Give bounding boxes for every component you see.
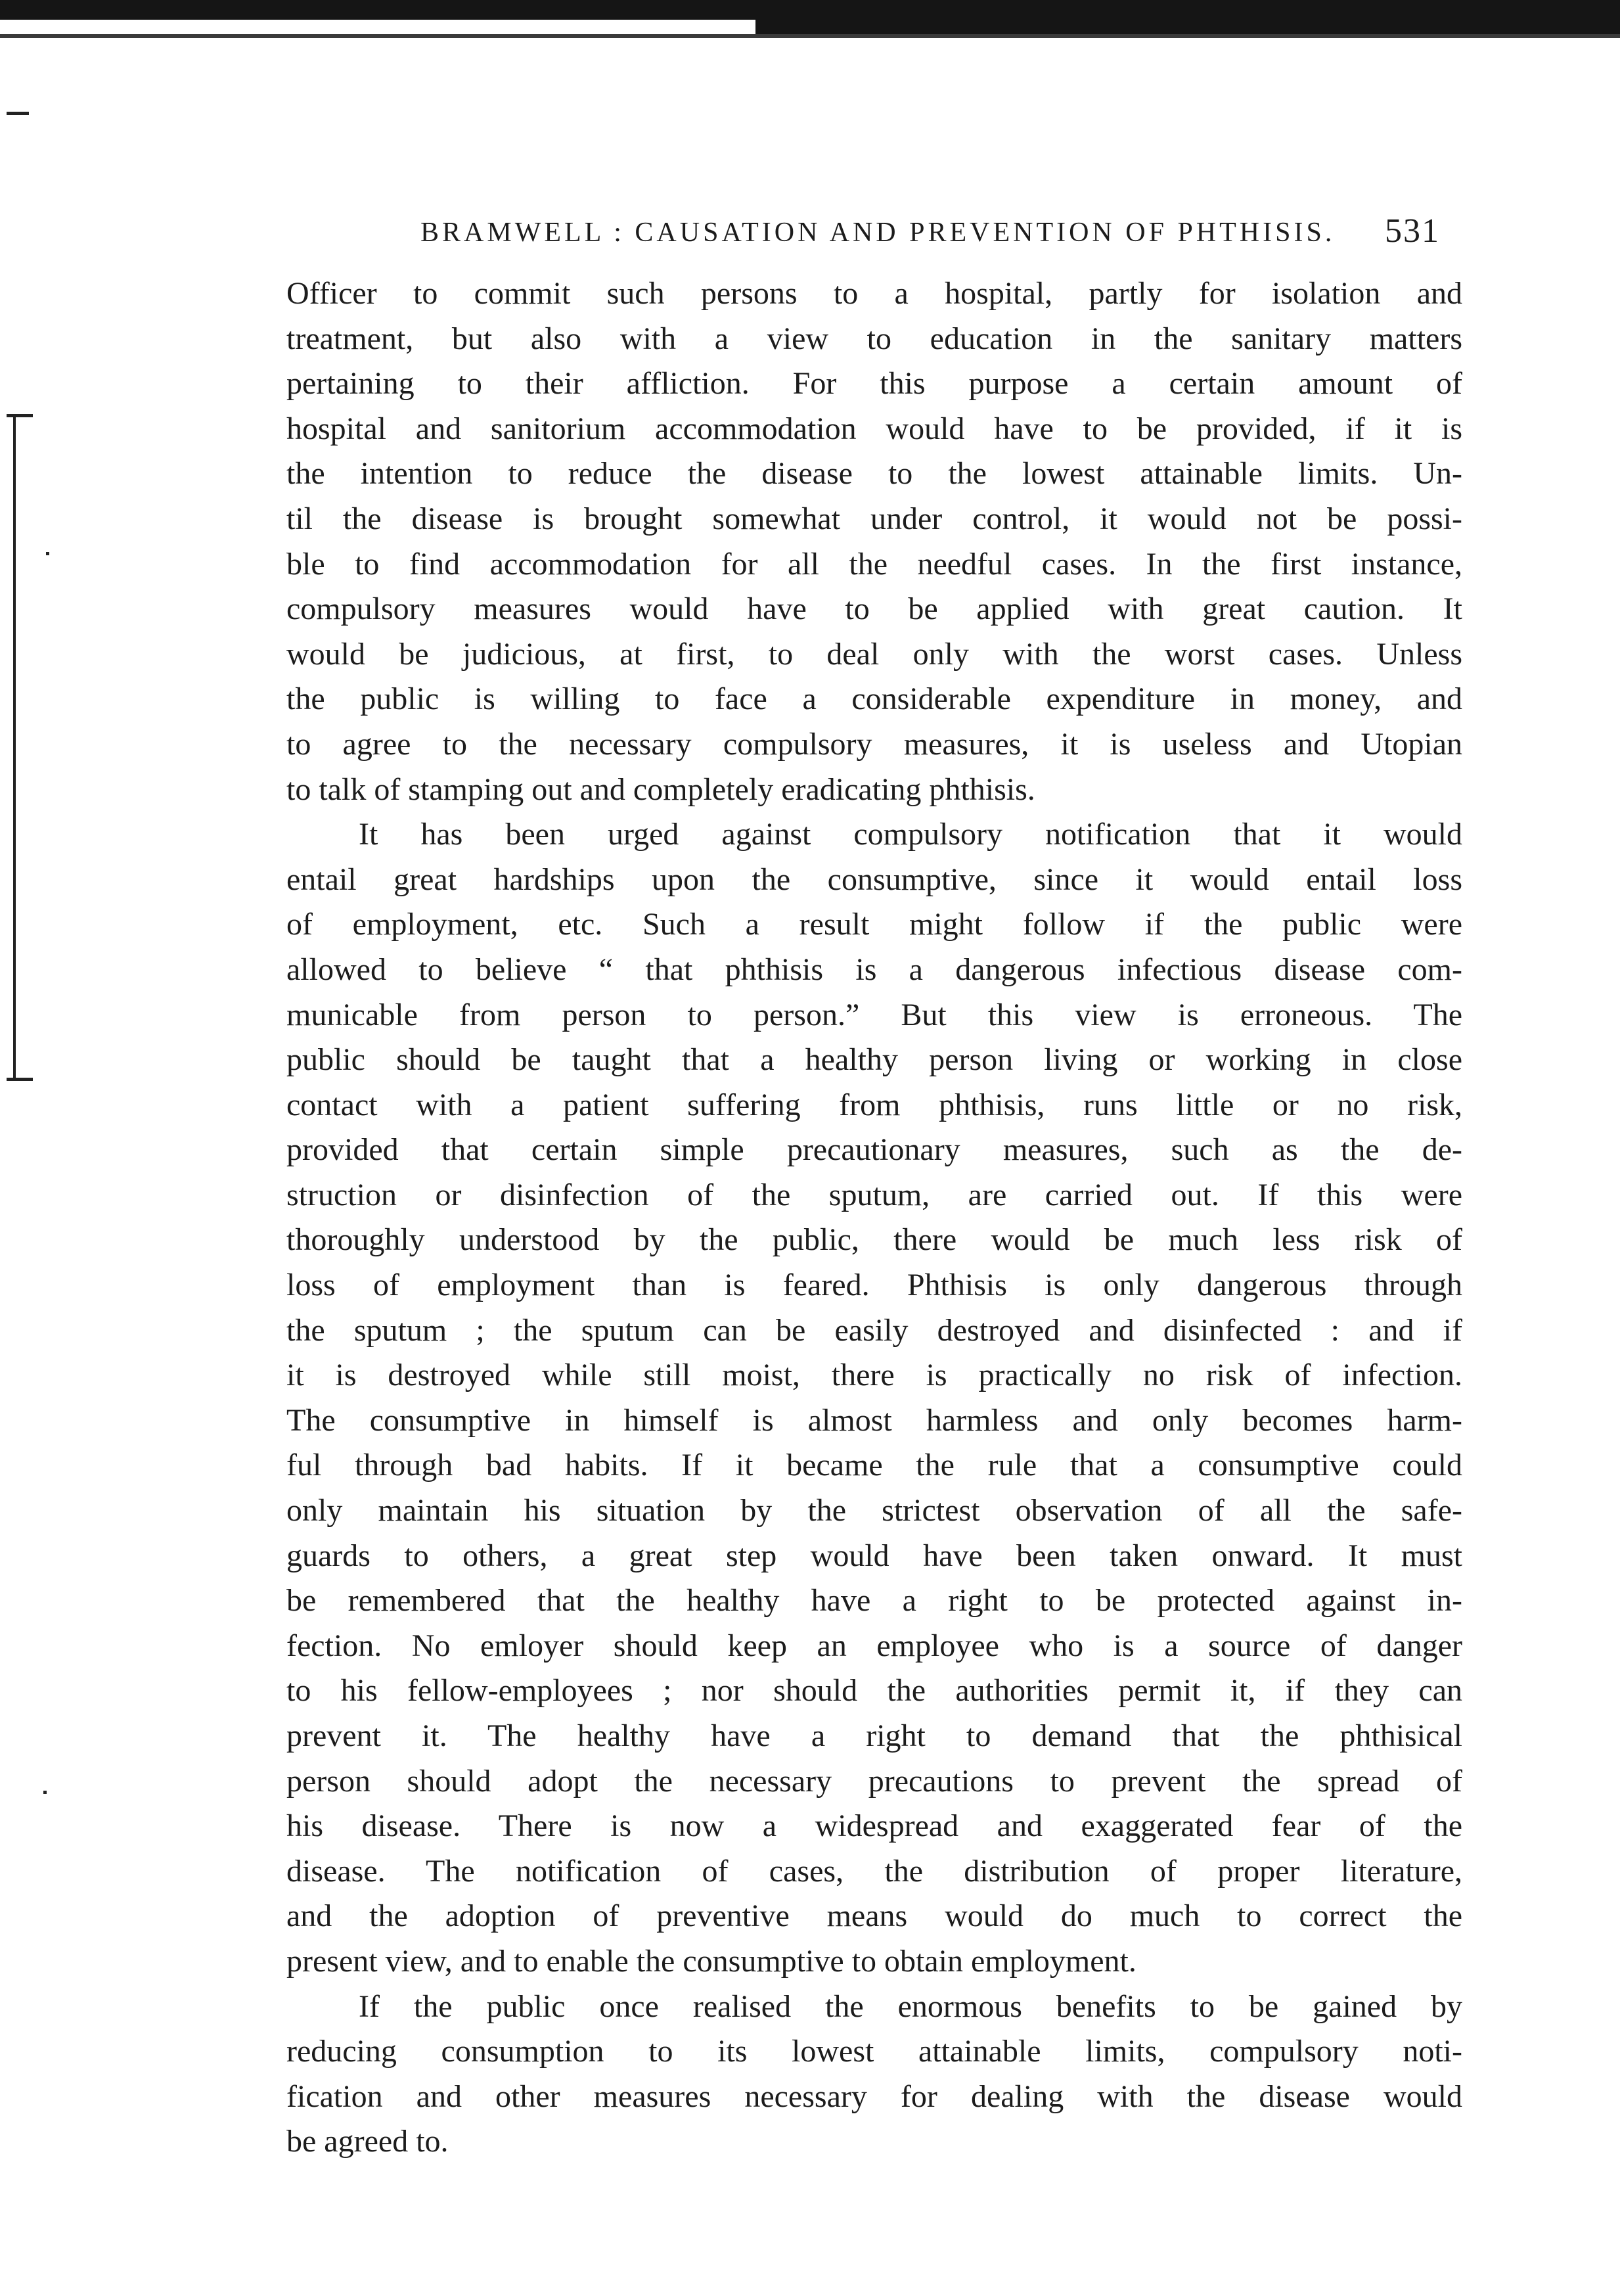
page-number: 531 bbox=[1385, 212, 1440, 250]
text-line: ble to find accommodation for all the needful cases. In the first instance, bbox=[286, 546, 1462, 582]
text-line: thoroughly understood by the public, there would be much less risk of bbox=[286, 1222, 1462, 1258]
margin-mark-bracket-line bbox=[13, 415, 16, 1079]
text-line: the public is willing to face a considerable expenditure in money, and bbox=[286, 681, 1462, 717]
text-line: be remembered that the healthy have a right to be protected against in- bbox=[286, 1583, 1462, 1619]
text-line: contact with a patient suffering from phthisis, runs little or no risk, bbox=[286, 1087, 1462, 1122]
text-line: be agreed to. bbox=[286, 2124, 449, 2159]
text-line: of employment, etc. Such a result might follow if the public were bbox=[286, 907, 1462, 942]
text-line: to his fellow-employees ; nor should the authorities permit it, if they can bbox=[286, 1673, 1462, 1709]
text-line: hospital and sanitorium accommodation would have to be provided, if it is bbox=[286, 411, 1462, 446]
text-line: present view, and to enable the consumptive to obtain employment. bbox=[286, 1943, 1136, 1979]
text-line: struction or disinfection of the sputum, are carried out. If this were bbox=[286, 1177, 1462, 1212]
running-head: BRAMWELL : CAUSATION AND PREVENTION OF PHTHISIS. bbox=[420, 218, 1336, 248]
text-line: prevent it. The healthy have a right to demand that the phthisical bbox=[286, 1718, 1462, 1753]
text-line: provided that certain simple precautionary measures, such as the de- bbox=[286, 1132, 1462, 1168]
text-line: public should be taught that a healthy person living or working in close bbox=[286, 1042, 1462, 1078]
text-line: fection. No emloyer should keep an employee who is a source of danger bbox=[286, 1628, 1462, 1663]
text-line: It has been urged against compulsory notification that it would bbox=[359, 817, 1462, 852]
text-line: only maintain his situation by the strictest observation of all the safe- bbox=[286, 1493, 1462, 1528]
text-line: loss of employment than is feared. Phthisis is only dangerous through bbox=[286, 1268, 1462, 1303]
text-line: treatment, but also with a view to education in the sanitary matters bbox=[286, 321, 1462, 356]
text-line: guards to others, a great step would have been taken onward. It must bbox=[286, 1538, 1462, 1573]
text-line: entail great hardships upon the consumptive, since it would entail loss bbox=[286, 861, 1462, 897]
text-line: municable from person to person.” But this view is erroneous. The bbox=[286, 997, 1462, 1032]
text-line: disease. The notification of cases, the distribution of proper literature, bbox=[286, 1853, 1462, 1889]
text-line: ful through bad habits. If it became the rule that a consumptive could bbox=[286, 1448, 1462, 1483]
body-text bbox=[286, 271, 1462, 2165]
text-line: The consumptive in himself is almost harmless and only becomes harm- bbox=[286, 1402, 1462, 1438]
text-line: person should adopt the necessary precautions to prevent the spread of bbox=[286, 1763, 1462, 1799]
text-line: the intention to reduce the disease to the lowest attainable limits. Un- bbox=[286, 456, 1462, 492]
text-line: If the public once realised the enormous benefits to be gained by bbox=[359, 1988, 1462, 2024]
text-line: fication and other measures necessary for dealing with the disease would bbox=[286, 2078, 1462, 2114]
text-line: the sputum ; the sputum can be easily destroyed and disinfected : and if bbox=[286, 1312, 1462, 1348]
text-line: to agree to the necessary compulsory measures, it is useless and Utopian bbox=[286, 726, 1462, 762]
top-scan-rule bbox=[0, 34, 1620, 38]
text-line: pertaining to their affliction. For this purpose a certain amount of bbox=[286, 366, 1462, 402]
margin-mark-top bbox=[7, 112, 29, 115]
margin-mark-bracket-bottom bbox=[7, 1078, 33, 1081]
margin-mark-speck bbox=[43, 1791, 47, 1794]
text-line: allowed to believe “ that phthisis is a dangerous infectious disease com- bbox=[286, 952, 1462, 987]
text-line: his disease. There is now a widespread and exaggerated fear of the bbox=[286, 1808, 1462, 1844]
text-line: would be judicious, at first, to deal only with the worst cases. Unless bbox=[286, 636, 1462, 672]
text-line: compulsory measures would have to be applied with great caution. It bbox=[286, 591, 1462, 627]
margin-mark-bracket-top bbox=[7, 414, 33, 417]
text-line: til the disease is brought somewhat under control, it would not be possi- bbox=[286, 501, 1462, 536]
margin-mark-dot bbox=[46, 552, 49, 555]
text-line: Officer to commit such persons to a hospital, partly for isolation and bbox=[286, 276, 1462, 311]
top-scan-border-fade bbox=[0, 20, 755, 42]
text-line: and the adoption of preventive means would do much to correct the bbox=[286, 1898, 1462, 1934]
text-line: to talk of stamping out and completely eradicating phthisis. bbox=[286, 771, 1035, 807]
text-line: reducing consumption to its lowest attainable limits, compulsory noti- bbox=[286, 2034, 1462, 2069]
text-line: it is destroyed while still moist, there is practically no risk of infection. bbox=[286, 1358, 1462, 1393]
